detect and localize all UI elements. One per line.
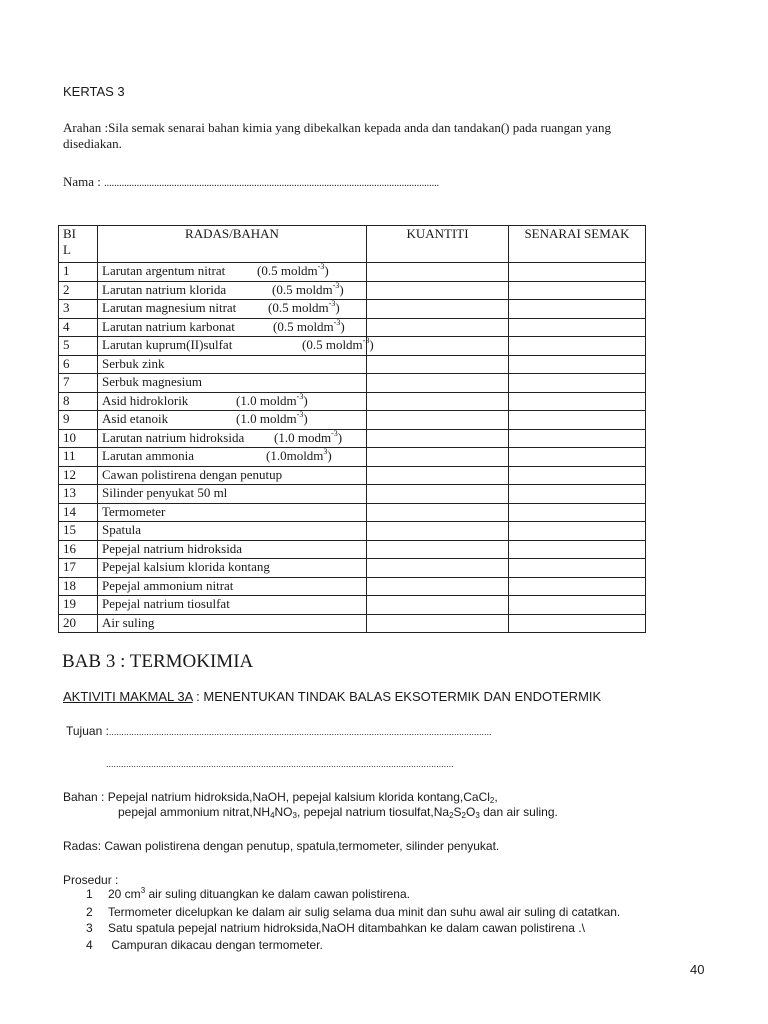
- step-text: Termometer dicelupkan ke dalam air sulig selama dua minit dan suhu awal air suling di catatkan.: [108, 905, 621, 919]
- conc-close: ): [340, 318, 345, 334]
- radas-line: Radas: Cawan polistirena dengan penutup, spatula,termometer, silinder penyukat.: [63, 839, 500, 853]
- header-bil-line-1: BI: [63, 226, 76, 241]
- cell-bil: 20: [59, 614, 98, 633]
- item-name: Spatula: [102, 522, 141, 537]
- table-row: [59, 503, 646, 522]
- bahan-label: Bahan :: [63, 790, 105, 804]
- activity-heading: [63, 689, 601, 705]
- prosedur-step: [86, 938, 323, 953]
- cell-semak[interactable]: [509, 485, 646, 504]
- cell-kuantiti[interactable]: [367, 300, 509, 319]
- conc-close: ): [324, 263, 329, 278]
- instruction: [63, 120, 723, 152]
- conc-exponent: -3: [332, 280, 340, 290]
- bahan-text-1a: Pepejal natrium hidroksida,NaOH, pepejal kalsium klorida kontang,CaCl: [107, 790, 490, 804]
- item-name: Larutan natrium hidroksida: [102, 429, 245, 445]
- cell-kuantiti[interactable]: [367, 596, 509, 615]
- conc-close: ): [303, 392, 308, 408]
- cell-semak[interactable]: [509, 263, 646, 282]
- cell-semak[interactable]: [509, 522, 646, 541]
- cell-bil: 19: [59, 596, 98, 615]
- cell-kuantiti[interactable]: [367, 281, 509, 300]
- step-text: Campuran dikacau dengan termometer.: [108, 938, 323, 952]
- item-name: Larutan natrium klorida: [102, 281, 227, 297]
- cell-item: [98, 392, 367, 411]
- cell-semak[interactable]: [509, 503, 646, 522]
- cell-semak[interactable]: [509, 577, 646, 596]
- cell-item: [98, 281, 367, 300]
- conc-text: (1.0 moldm: [236, 411, 297, 426]
- cell-kuantiti[interactable]: [367, 522, 509, 541]
- cell-bil: 17: [59, 559, 98, 578]
- header-kuantiti: KUANTITI: [367, 226, 509, 263]
- tujuan-label: Tujuan :: [66, 724, 109, 738]
- cell-item: [98, 263, 367, 282]
- concentration: [257, 263, 329, 279]
- instruction-line-1: Arahan :Sila semak senarai bahan kimia yang dibekalkan kepada anda dan tandakan() pada ruangan yang: [63, 120, 611, 135]
- conc-exponent: -3: [296, 391, 304, 401]
- cell-kuantiti[interactable]: [367, 355, 509, 374]
- cell-kuantiti[interactable]: [367, 263, 509, 282]
- cell-semak[interactable]: [509, 448, 646, 467]
- activity-title: MENENTUKAN TINDAK BALAS EKSOTERMIK DAN ENDOTERMIK: [203, 689, 602, 704]
- cell-bil: 3: [59, 300, 98, 319]
- conc-text: (0.5 moldm: [273, 318, 334, 334]
- cell-kuantiti[interactable]: [367, 614, 509, 633]
- cell-kuantiti[interactable]: [367, 503, 509, 522]
- conc-text: (0.5 moldm: [302, 337, 363, 352]
- item-name: Cawan polistirena dengan penutup: [102, 466, 283, 482]
- step-text: Satu spatula pepejal natrium hidroksida,NaOH ditambahkan ke dalam cawan polistirena .\: [108, 921, 585, 935]
- conc-text: (0.5 moldm: [268, 300, 329, 315]
- cell-kuantiti[interactable]: [367, 559, 509, 578]
- header-bil-line-2: L: [63, 242, 71, 257]
- table-row: [59, 374, 646, 393]
- page-number: 40: [690, 962, 705, 977]
- activity-sep: :: [192, 689, 204, 704]
- prosedur-step: [86, 921, 585, 936]
- cell-kuantiti[interactable]: [367, 485, 509, 504]
- item-name: Larutan magnesium nitrat: [102, 300, 237, 315]
- cell-bil: 4: [59, 318, 98, 337]
- bahan-sub-2: 4: [270, 811, 275, 820]
- chapter-title: BAB 3 : TERMOKIMIA: [62, 651, 254, 672]
- bahan-text-2f: dan air suling.: [479, 805, 558, 819]
- tujuan-dots-2: ...........................................................................................................................................: [106, 759, 454, 769]
- conc-text: (1.0 moldm: [236, 392, 297, 408]
- cell-item: [98, 411, 367, 430]
- tujuan-dots-1: .........................................................................................................................................................: [108, 727, 492, 737]
- cell-item: [98, 614, 367, 633]
- concentration: [273, 319, 345, 335]
- table-header-row: [59, 226, 646, 263]
- conc-exponent: -3: [317, 262, 325, 271]
- conc-close: ): [337, 429, 343, 445]
- bahan-text-2d: S: [453, 805, 462, 819]
- activity-label: AKTIVITI MAKMAL 3A: [63, 689, 193, 704]
- cell-bil: 8: [59, 392, 98, 411]
- cell-kuantiti[interactable]: [367, 318, 509, 337]
- table-row: [59, 263, 646, 282]
- item-name: Larutan ammonia: [102, 448, 195, 463]
- table-row: [59, 448, 646, 467]
- conc-close: ): [327, 448, 332, 463]
- conc-close: ): [303, 411, 308, 426]
- step-number: 3: [86, 921, 93, 935]
- prosedur-step: [86, 905, 620, 920]
- table-row: [59, 281, 646, 300]
- item-name: Pepejal natrium hidroksida: [102, 540, 243, 556]
- cell-item: [98, 466, 367, 485]
- cell-kuantiti[interactable]: [367, 466, 509, 485]
- conc-exponent: -3: [328, 299, 336, 308]
- cell-item: [98, 596, 367, 615]
- cell-kuantiti[interactable]: [367, 577, 509, 596]
- conc-exponent: -3: [333, 317, 341, 327]
- tujuan-field: [66, 724, 492, 740]
- prosedur-step: [86, 887, 410, 902]
- conc-close: ): [335, 300, 340, 315]
- name-dots: ......................................................................................................................................: [104, 178, 440, 189]
- cell-kuantiti[interactable]: [367, 429, 509, 448]
- item-name: Silinder penyukat 50 ml: [102, 485, 228, 500]
- header-semak: SENARAI SEMAK: [509, 226, 646, 263]
- item-name: Pepejal ammonium nitrat: [102, 577, 234, 593]
- bahan-text-2e: O: [465, 805, 476, 819]
- cell-item: [98, 336, 374, 356]
- cell-semak[interactable]: [509, 337, 646, 356]
- table-row: [59, 318, 646, 337]
- item-name: Larutan kuprum(II)sulfat: [102, 337, 233, 352]
- conc-text: (1.0moldm: [266, 448, 324, 463]
- item-name: Pepejal natrium tiosulfat: [102, 596, 230, 611]
- cell-semak[interactable]: [509, 614, 646, 633]
- item-name: Termometer: [102, 503, 166, 519]
- concentration: [268, 300, 340, 316]
- cell-bil: 15: [59, 522, 98, 541]
- concentration: [236, 393, 308, 409]
- header-bil: [59, 226, 98, 263]
- cell-kuantiti[interactable]: [367, 448, 509, 467]
- table-row: [59, 392, 646, 411]
- cell-kuantiti[interactable]: [367, 392, 509, 411]
- conc-text: (0.5 moldm: [257, 263, 318, 278]
- cell-item: [98, 374, 367, 393]
- cell-item: [98, 577, 367, 596]
- table-row: [59, 596, 646, 615]
- cell-bil: 14: [59, 503, 98, 522]
- cell-item: [98, 559, 367, 578]
- cell-item: [98, 503, 367, 522]
- bahan-text-2b: NO: [274, 805, 293, 819]
- conc-exponent: 3: [323, 447, 328, 456]
- step-text: 20 cm: [108, 887, 141, 901]
- instruction-line-2: disediakan.: [63, 136, 122, 151]
- name-field: [63, 174, 439, 192]
- cell-semak[interactable]: [509, 540, 646, 559]
- cell-bil: 5: [59, 337, 98, 356]
- step-number: 2: [86, 905, 93, 919]
- conc-exponent: -3: [362, 336, 370, 345]
- paper-title: KERTAS 3: [63, 84, 125, 99]
- table-row: [59, 577, 646, 596]
- cell-bil: 13: [59, 485, 98, 504]
- bahan-sub-1: 2: [489, 796, 495, 805]
- table-row: [59, 337, 646, 356]
- cell-bil: 1: [59, 263, 98, 282]
- cell-item: [98, 522, 367, 541]
- item-name: Asid hidroklorik: [102, 392, 189, 408]
- cell-bil: 2: [59, 281, 98, 300]
- cell-bil: 9: [59, 411, 98, 430]
- cell-item: [98, 485, 367, 504]
- cell-bil: 11: [59, 448, 98, 467]
- cell-bil: 7: [59, 374, 98, 393]
- cell-kuantiti[interactable]: [367, 337, 509, 356]
- step-number: 1: [86, 887, 93, 901]
- item-name: Air suling: [102, 614, 155, 630]
- table-row: [59, 300, 646, 319]
- bahan-sub-5: 2: [461, 811, 466, 820]
- cell-item: [98, 355, 367, 374]
- concentration: [302, 337, 374, 353]
- table-row: [59, 540, 646, 559]
- cell-kuantiti[interactable]: [367, 374, 509, 393]
- cell-item: [98, 429, 367, 448]
- table-row: [59, 466, 646, 485]
- cell-semak[interactable]: [509, 429, 646, 448]
- conc-text: (0.5 moldm: [272, 281, 333, 297]
- conc-close: ): [339, 281, 344, 297]
- concentration: [274, 430, 342, 446]
- bahan-sub-3: 3: [292, 811, 297, 820]
- concentration: [272, 282, 344, 298]
- cell-semak[interactable]: [509, 559, 646, 578]
- cell-semak[interactable]: [509, 318, 646, 337]
- concentration: [266, 448, 332, 464]
- conc-exponent: -3: [331, 428, 338, 438]
- table-row: [59, 485, 646, 504]
- item-name: Serbuk zink: [102, 355, 165, 371]
- conc-text: (1.0 modm: [274, 429, 332, 445]
- table-row: [59, 559, 646, 578]
- name-label: Nama :: [63, 174, 101, 189]
- bahan-text-2c: , pepejal natrium tiosulfat,Na: [296, 805, 450, 819]
- table-row: [59, 429, 646, 448]
- bahan-line-1: [63, 790, 498, 805]
- cell-kuantiti[interactable]: [367, 540, 509, 559]
- table-row: [59, 355, 646, 374]
- bahan-text-1b: ,: [494, 790, 498, 804]
- table-row: [59, 614, 646, 633]
- header-radas: RADAS/BAHAN: [98, 226, 367, 263]
- bahan-sub-4: 2: [449, 811, 454, 820]
- conc-exponent: -3: [296, 410, 304, 419]
- cell-item: [98, 540, 367, 559]
- bahan-line-2: [118, 805, 558, 820]
- cell-bil: 18: [59, 577, 98, 596]
- step-sup: 3: [140, 886, 146, 895]
- cell-semak[interactable]: [509, 411, 646, 430]
- table-row: [59, 522, 646, 541]
- cell-semak[interactable]: [509, 596, 646, 615]
- bahan-sub-6: 3: [475, 811, 480, 820]
- cell-bil: 6: [59, 355, 98, 374]
- concentration: [236, 411, 308, 427]
- cell-item: [98, 300, 367, 319]
- bahan-text-2a: pepejal ammonium nitrat,NH: [118, 805, 271, 819]
- cell-semak[interactable]: [509, 355, 646, 374]
- item-name: Serbuk magnesium: [102, 374, 203, 389]
- item-name: Pepejal kalsium klorida kontang: [102, 559, 270, 574]
- cell-semak[interactable]: [509, 466, 646, 485]
- cell-bil: 10: [59, 429, 98, 448]
- cell-item: [98, 318, 367, 337]
- conc-close: ): [369, 337, 374, 352]
- cell-bil: 16: [59, 540, 98, 559]
- table-row: [59, 411, 646, 430]
- item-name: Larutan natrium karbonat: [102, 318, 235, 334]
- step-text-post: air suling dituangkan ke dalam cawan polistirena.: [145, 887, 410, 901]
- cell-semak[interactable]: [509, 392, 646, 411]
- step-number: 4: [86, 938, 93, 952]
- cell-semak[interactable]: [509, 281, 646, 300]
- item-name: Larutan argentum nitrat: [102, 263, 226, 278]
- item-name: Asid etanoik: [102, 411, 169, 426]
- cell-item: [98, 448, 367, 467]
- prosedur-label: Prosedur :: [63, 873, 119, 887]
- checklist-table: [58, 225, 646, 633]
- cell-bil: 12: [59, 466, 98, 485]
- cell-kuantiti[interactable]: [367, 411, 509, 430]
- cell-semak[interactable]: [509, 300, 646, 319]
- cell-semak[interactable]: [509, 374, 646, 393]
